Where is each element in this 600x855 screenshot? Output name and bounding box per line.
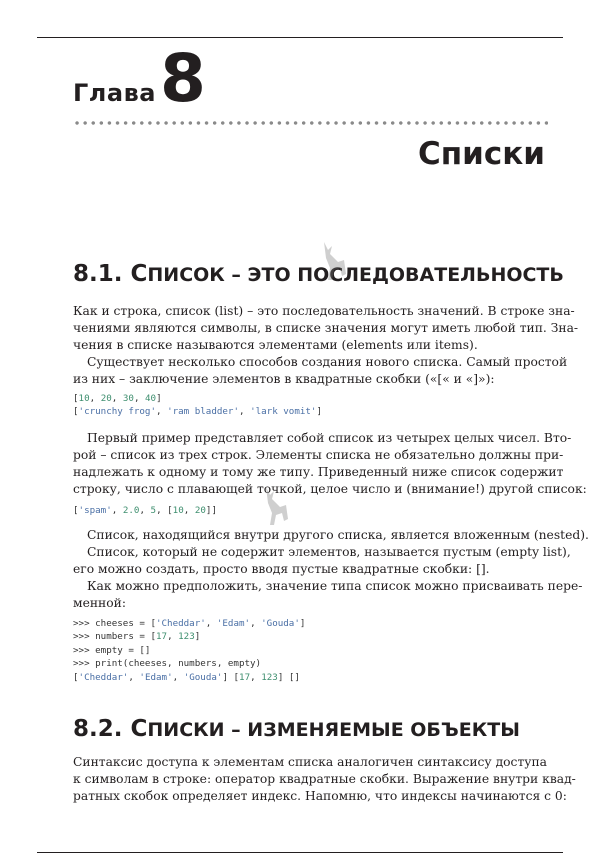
section-number: 8.1. xyxy=(73,261,123,287)
code-string: 'Edam' xyxy=(139,671,173,683)
code-number: 123 xyxy=(178,631,195,643)
text-line: его можно создать, просто вводя пустые квадратные скобки: []. xyxy=(73,562,490,576)
code-string: 'Gouda' xyxy=(261,618,300,629)
code-text: ] [] xyxy=(277,671,300,683)
watermark-deer-logo xyxy=(318,240,350,290)
code-text: , xyxy=(183,505,195,516)
code-line xyxy=(73,504,217,517)
code-text: >>> print(cheeses, numbers, empty) xyxy=(73,658,262,670)
paragraph xyxy=(73,754,576,805)
text-line: Синтаксис доступа к элементам списка аналогичен синтаксису доступа xyxy=(73,755,548,769)
code-text: , xyxy=(89,393,101,404)
text-line: к символам в строке: оператор квадратные скобки. Выражение внутри квад- xyxy=(73,772,576,786)
code-string: 'ram bladder' xyxy=(167,406,239,418)
code-text: , xyxy=(172,671,184,683)
code-text: >>> numbers = [ xyxy=(73,631,156,643)
paragraph xyxy=(73,354,568,388)
text-line: надлежать к одному и тому же типу. Приведенный ниже список содержит xyxy=(73,465,564,479)
code-number: 10 xyxy=(172,505,184,516)
paragraph xyxy=(73,527,589,544)
code-string: 'lark vomit' xyxy=(250,406,317,418)
text-line: Как можно предположить, значение типа список можно присваивать пере- xyxy=(87,579,583,593)
section-number: 8.2. xyxy=(73,716,123,742)
chapter-title: Списки xyxy=(417,136,545,172)
section-title-rest: ПИСКИ – ИЗМЕНЯЕМЫЕ ОБЪЕКТЫ xyxy=(147,719,520,741)
code-number: 40 xyxy=(145,393,157,404)
code-number: 5 xyxy=(150,505,157,516)
code-text: [ xyxy=(73,406,79,418)
code-line xyxy=(73,392,322,405)
text-line: Существует несколько способов создания нового списка. Самый простой xyxy=(87,355,568,369)
paragraph xyxy=(73,578,583,612)
text-line: чения в списке называются элементами (elements или items). xyxy=(73,338,478,352)
code-text: [ xyxy=(73,671,79,683)
bottom-rule xyxy=(37,852,563,853)
code-block xyxy=(73,392,322,419)
text-line: менной: xyxy=(73,596,126,610)
code-line xyxy=(73,617,305,630)
code-text: , [ xyxy=(156,505,173,516)
paragraph xyxy=(73,544,571,578)
code-line xyxy=(73,630,305,643)
code-string: 'crunchy frog' xyxy=(78,406,156,418)
code-line xyxy=(73,644,305,657)
code-text: ] xyxy=(316,406,323,418)
chapter-heading xyxy=(73,40,206,117)
code-string: 'Cheddar' xyxy=(78,671,129,683)
code-block xyxy=(73,504,217,517)
code-text: , xyxy=(111,393,123,404)
text-line: рой – список из трех строк. Элементы списка не обязательно должны при- xyxy=(73,448,564,462)
code-text: ] xyxy=(194,631,201,643)
code-text: ] [ xyxy=(222,671,240,683)
code-number: 30 xyxy=(122,393,134,404)
paragraph xyxy=(73,303,579,354)
text-line: Список, находящийся внутри другого списка, является вложенным (nested). xyxy=(87,528,589,542)
watermark-deer-logo xyxy=(260,485,292,535)
code-text: ] xyxy=(299,618,306,629)
section-title-initial: С xyxy=(130,261,148,287)
chapter-label: Глава xyxy=(73,79,156,107)
code-number: 10 xyxy=(78,393,90,404)
section-title-rest: ПИСОК – ЭТО ПОСЛЕДОВАТЕЛЬНОСТЬ xyxy=(147,264,564,286)
code-text: , xyxy=(250,618,262,629)
code-text: >>> cheeses = [ xyxy=(73,618,156,629)
code-number: 2.0 xyxy=(122,505,140,516)
code-text: , xyxy=(133,393,146,404)
text-line: из них – заключение элементов в квадратные скобки («[« и «]»): xyxy=(73,372,495,386)
code-text: , xyxy=(128,671,140,683)
section-title-initial: С xyxy=(130,716,148,742)
code-text: >>> empty = [] xyxy=(73,644,151,656)
code-string: 'Cheddar' xyxy=(155,618,206,629)
text-line: Список, который не содержит элементов, называется пустым (empty list), xyxy=(87,545,571,559)
code-text: ]] xyxy=(205,505,217,516)
code-text: , xyxy=(250,671,262,683)
code-line xyxy=(73,657,305,670)
section-heading-8-2 xyxy=(73,716,520,742)
code-string: 'spam' xyxy=(78,505,112,516)
code-line xyxy=(73,405,322,418)
text-line: Первый пример представляет собой список из четырех целых чисел. Вто- xyxy=(87,431,572,445)
code-text: [ xyxy=(73,393,79,404)
text-line: чениями являются символы, в списке значения могут иметь любой тип. Зна- xyxy=(73,321,579,335)
code-string: 'Edam' xyxy=(216,618,251,629)
dotted-divider xyxy=(73,120,548,126)
code-block xyxy=(73,617,305,684)
code-number: 123 xyxy=(261,671,278,683)
top-rule xyxy=(37,37,563,38)
paragraph xyxy=(73,430,587,498)
code-text: ] xyxy=(156,393,162,404)
code-text: [ xyxy=(73,505,79,516)
code-text: , xyxy=(167,631,179,643)
text-line: строку, число с плавающей точкой, целое число и (внимание!) другой список: xyxy=(73,482,587,496)
code-text: , xyxy=(139,505,151,516)
code-text: , xyxy=(111,505,123,516)
code-number: 20 xyxy=(100,393,112,404)
code-text: , xyxy=(156,406,168,418)
code-text: , xyxy=(239,406,251,418)
code-number: 17 xyxy=(155,631,168,643)
code-string: 'Gouda' xyxy=(183,671,223,683)
text-line: Как и строка, список (list) – это последовательность значений. В строке зна- xyxy=(73,304,575,318)
code-number: 20 xyxy=(194,505,206,516)
code-text: , xyxy=(205,618,217,629)
chapter-number: 8 xyxy=(159,40,206,117)
code-line xyxy=(73,671,305,684)
text-line: ратных скобок определяет индекс. Напомню, что индексы начинаются с 0: xyxy=(73,789,567,803)
code-number: 17 xyxy=(239,671,251,683)
